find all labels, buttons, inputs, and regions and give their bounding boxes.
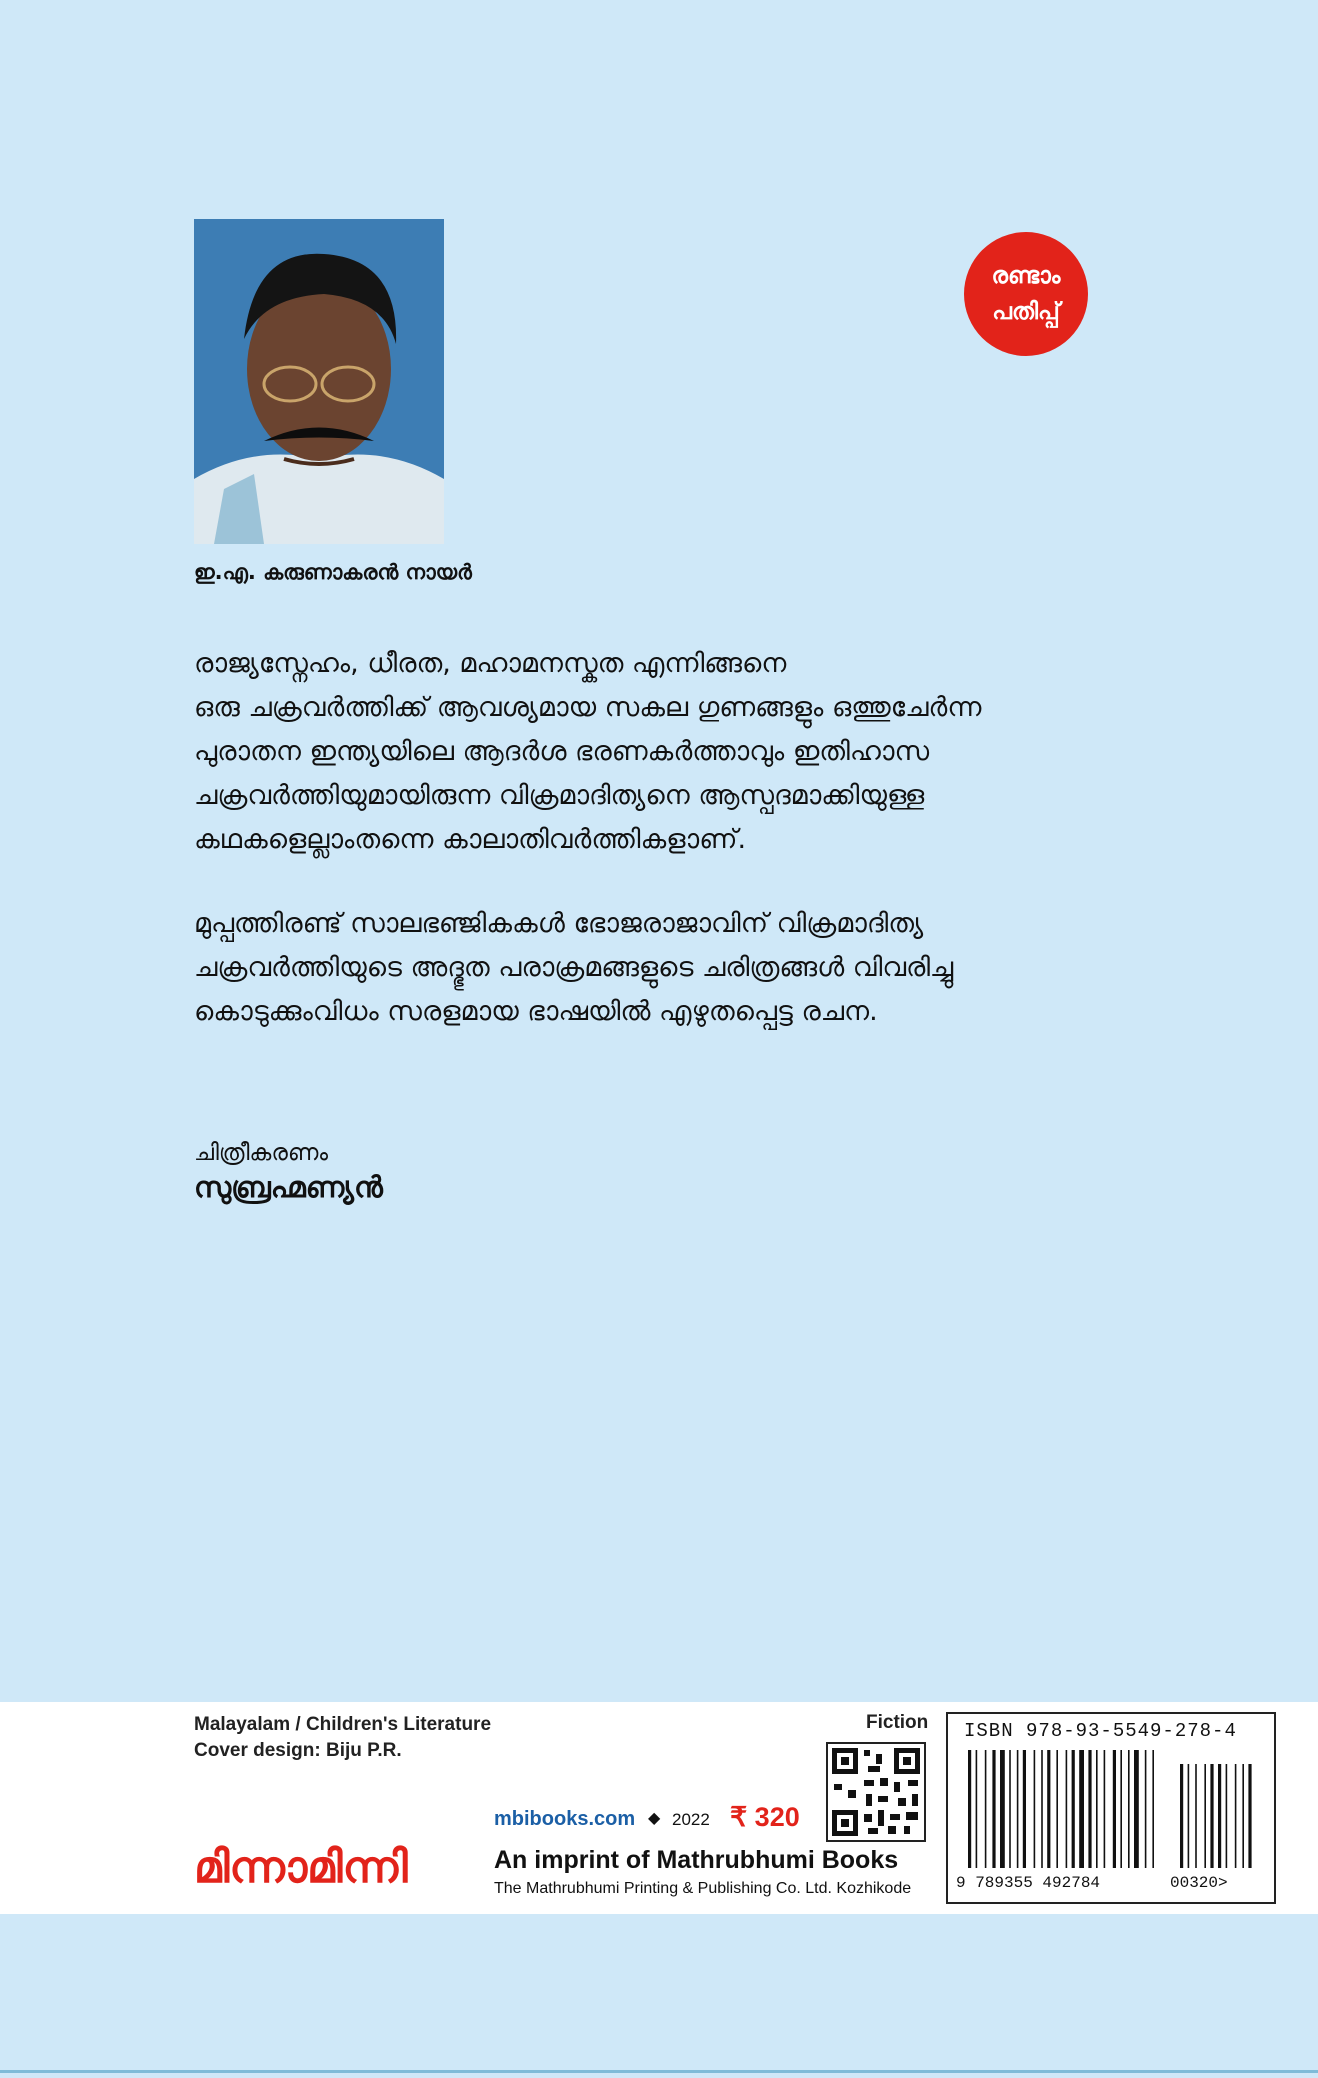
barcode-digits: 9 789355 492784 [956,1874,1101,1892]
barcode-price-code: 00320> [1170,1874,1228,1892]
barcode-icon [968,1750,1258,1872]
qr-code-icon [826,1742,926,1842]
blurb-paragraph-1 [194,642,1154,862]
blurb-line: പുരാതന ഇന്ത്യയിലെ ആദർശ ഭരണകർത്താവും ഇതിഹാസ [194,736,930,767]
publication-year: 2022 [672,1810,710,1829]
illustrator-name: സുബ്രഹ്മണ്യൻ [194,1170,383,1204]
bottom-edge-line [0,2070,1318,2073]
author-name: ഇ.എ. കരുണാകരൻ നായർ [194,560,472,584]
price: ₹ 320 [730,1802,800,1832]
category-label: Fiction [866,1712,929,1733]
second-edition-badge [964,232,1088,356]
blurb-line: കൊടുക്കുംവിധം സരളമായ ഭാഷയിൽ എഴുതപ്പെട്ട രചന. [194,996,878,1027]
blurb-paragraph-2 [194,902,1154,1034]
blurb-line: രാജ്യസ്നേഹം, ധീരത, മഹാമനസ്കത എന്നിങ്ങനെ [194,648,787,679]
blurb-line: ചക്രവർത്തിയുമായിരുന്ന വിക്രമാദിത്യനെ ആസ്പദമാക്കിയുള്ള [194,780,925,811]
brand-logo: മിന്നാമിന്നി [194,1842,408,1893]
blurb-line: മുപ്പത്തിരണ്ട് സാലഭഞ്ജികകൾ ഭോജരാജാവിന് വിക്രമാദിത്യ [194,908,924,939]
blurb-line: ഒരു ചക്രവർത്തിക്ക് ആവശ്യമായ സകല ഗുണങ്ങളും ഒത്തുചേർന്ന [194,692,982,723]
isbn-text: ISBN 978-93-5549-278-4 [964,1720,1237,1742]
badge-line-1: രണ്ടാം [991,263,1061,289]
cover-design-credit: Cover design: Biju P.R. [194,1740,402,1761]
author-photo [194,219,444,544]
blurb-line: ചക്രവർത്തിയുടെ അദ്ഭുത പരാക്രമങ്ങളുടെ ചരിത്രങ്ങൾ വിവരിച്ചു [194,952,954,983]
isbn-barcode [946,1712,1276,1904]
footer-band [0,1702,1318,1914]
publisher-text: The Mathrubhumi Printing & Publishing Co. Ltd. Kozhikode [494,1880,912,1897]
badge-line-2: പതിപ്പ് [992,299,1060,325]
illustration-label: ചിത്രീകരണം [194,1140,328,1166]
separator-icon: ◆ [648,1810,661,1827]
imprint-text: An imprint of Mathrubhumi Books [494,1846,899,1874]
website-link[interactable]: mbibooks.com [494,1808,636,1830]
blurb-line: കഥകളെല്ലാംതന്നെ കാലാതിവർത്തികളാണ്. [194,824,747,855]
genre-text: Malayalam / Children's Literature [194,1714,492,1735]
